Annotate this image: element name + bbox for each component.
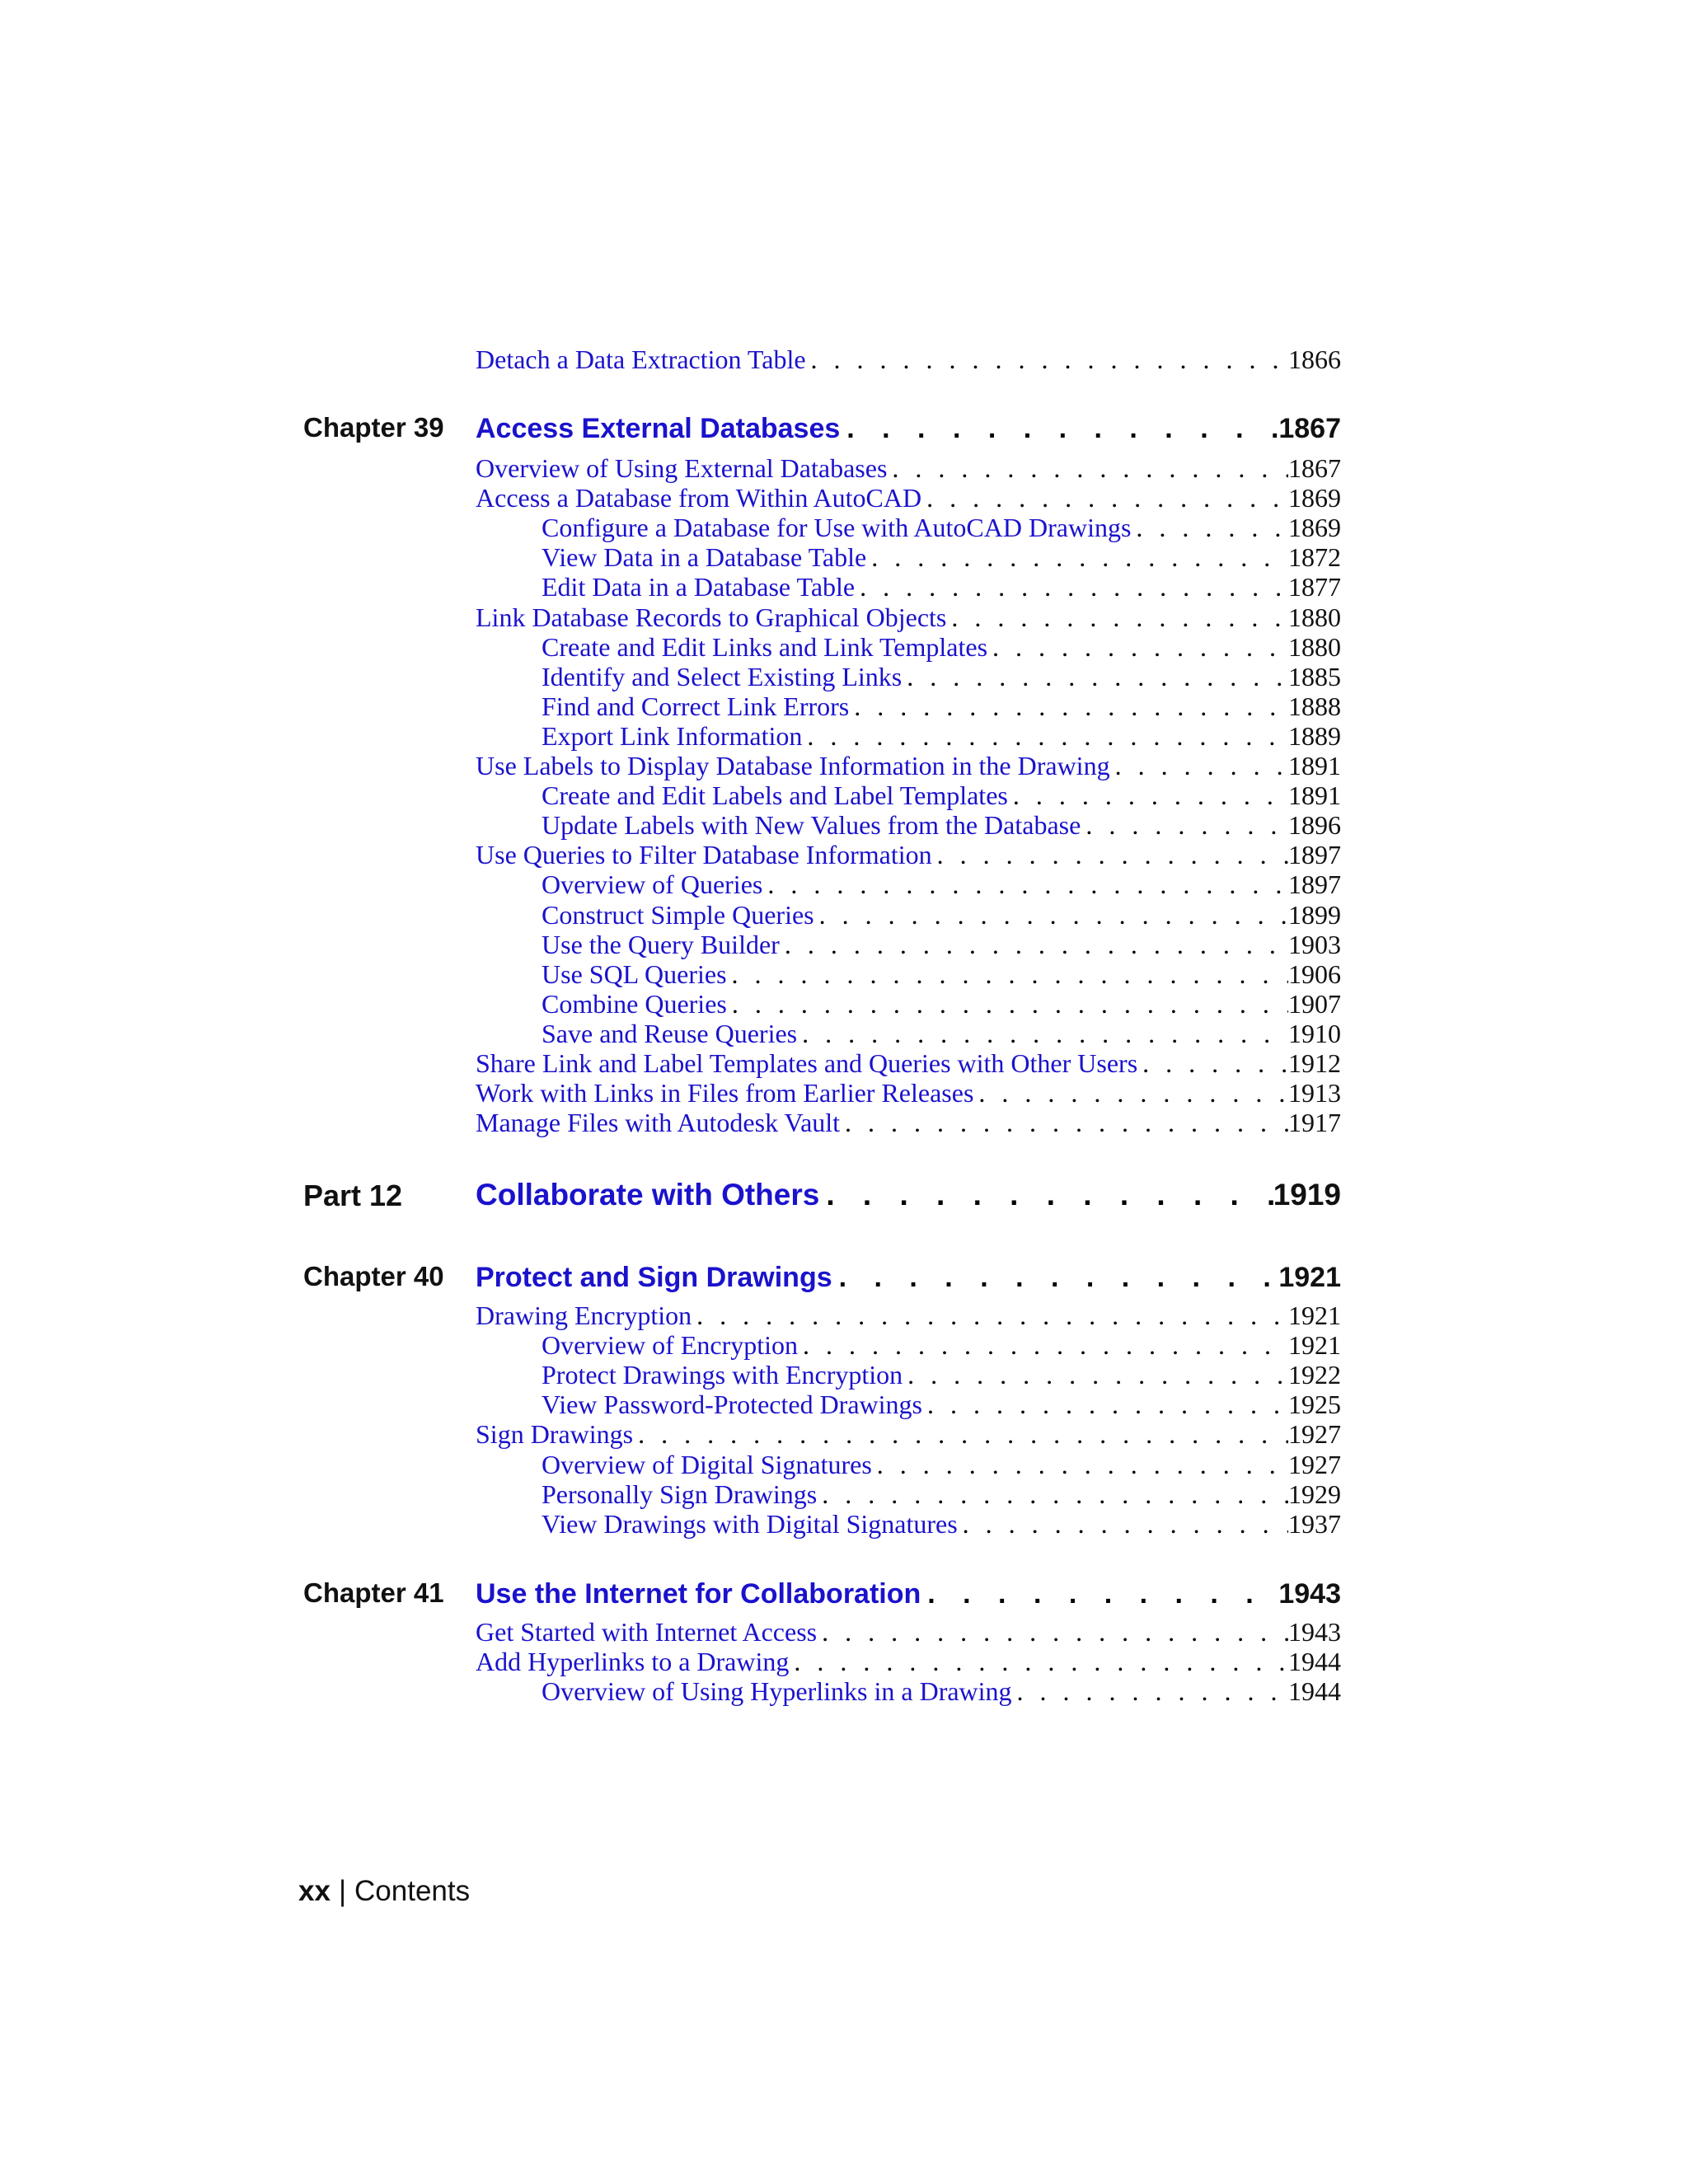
- dot-leader: [903, 1360, 1288, 1390]
- chapter-page: 1921: [1278, 1262, 1341, 1293]
- toc-entry-title[interactable]: Create and Edit Labels and Label Templates: [542, 780, 1008, 810]
- toc-entry[interactable]: [476, 1419, 1341, 1449]
- toc-entry-page: 1929: [1288, 1479, 1341, 1509]
- toc-entry-title[interactable]: Use the Query Builder: [542, 930, 780, 959]
- dot-leader: [1081, 810, 1288, 840]
- chapter-page: 1943: [1278, 1578, 1341, 1610]
- toc-entry-title[interactable]: Link Database Records to Graphical Objects: [476, 602, 947, 632]
- dot-leader: [1137, 1048, 1288, 1078]
- dot-leader: [832, 1259, 1279, 1296]
- dot-leader: [802, 721, 1288, 751]
- dot-leader: [1131, 513, 1288, 542]
- dot-leader: [840, 1108, 1288, 1137]
- toc-entry-title[interactable]: Overview of Using External Databases: [476, 453, 888, 483]
- footer-separator: |: [338, 1875, 347, 1907]
- dot-leader: [819, 1175, 1273, 1215]
- chapter-page: 1867: [1278, 413, 1341, 444]
- toc-subentry[interactable]: [542, 1390, 1341, 1419]
- toc-entry-page: 1937: [1288, 1509, 1341, 1539]
- toc-entry-title[interactable]: Drawing Encryption: [476, 1301, 692, 1330]
- chapter-title[interactable]: Protect and Sign Drawings: [476, 1262, 832, 1293]
- dot-leader: [1110, 751, 1288, 780]
- toc-entry-page: 1869: [1288, 483, 1341, 513]
- toc-subentry[interactable]: [542, 989, 1341, 1019]
- toc-entry-title[interactable]: Share Link and Label Templates and Queries with Other Users: [476, 1048, 1138, 1078]
- toc-entry-title[interactable]: Work with Links in Files from Earlier Releases: [476, 1078, 974, 1108]
- toc-entry-page: 1880: [1288, 632, 1341, 662]
- toc-entry-page: 1922: [1288, 1360, 1341, 1390]
- toc-entry-title[interactable]: Personally Sign Drawings: [542, 1479, 818, 1509]
- toc-subentry[interactable]: [542, 1360, 1341, 1390]
- toc-subentry[interactable]: [542, 542, 1341, 572]
- toc-entry[interactable]: [476, 453, 1341, 483]
- toc-entry-title[interactable]: Use Labels to Display Database Information in the Drawing: [476, 751, 1110, 780]
- dot-leader: [817, 1617, 1288, 1647]
- footer-section-title: Contents: [354, 1875, 471, 1907]
- toc-entry-title[interactable]: Update Labels with New Values from the Database: [542, 810, 1081, 840]
- toc-subentry[interactable]: [542, 721, 1341, 751]
- chapter-heading[interactable]: [476, 410, 1341, 447]
- toc-entry-title[interactable]: Access a Database from Within AutoCAD: [476, 483, 922, 513]
- toc-subentry[interactable]: [542, 869, 1341, 899]
- chapter-label: Chapter 41: [303, 1577, 444, 1608]
- toc-entry-page: 1867: [1288, 453, 1341, 483]
- toc-subentry[interactable]: [542, 1676, 1341, 1706]
- toc-entry-page: 1913: [1288, 1078, 1341, 1108]
- dot-leader: [762, 869, 1288, 899]
- dot-leader: [902, 662, 1288, 691]
- toc-entry-page: 1906: [1288, 959, 1341, 989]
- toc-subentry[interactable]: [542, 1450, 1341, 1479]
- toc-subentry[interactable]: [542, 1330, 1341, 1360]
- toc-entry[interactable]: [476, 840, 1341, 869]
- dot-leader: [932, 840, 1288, 869]
- toc-entry-page: 1944: [1288, 1647, 1341, 1676]
- dot-leader: [727, 989, 1288, 1019]
- dot-leader: [817, 1479, 1288, 1509]
- toc-entry-title[interactable]: Save and Reuse Queries: [542, 1019, 798, 1048]
- toc-entry-page: 1910: [1288, 1019, 1341, 1048]
- page-footer: [298, 1875, 470, 1908]
- toc-entry-page: 1891: [1288, 751, 1341, 780]
- toc-subentry[interactable]: [542, 810, 1341, 840]
- toc-entry-title[interactable]: Add Hyperlinks to a Drawing: [476, 1647, 790, 1676]
- toc-entry[interactable]: [476, 1301, 1341, 1330]
- chapter-heading[interactable]: [476, 1259, 1341, 1296]
- toc-entry-page: 1880: [1288, 602, 1341, 632]
- dot-leader: [789, 1647, 1288, 1676]
- toc-entry-title[interactable]: Overview of Using Hyperlinks in a Drawing: [542, 1676, 1012, 1706]
- chapter-title[interactable]: Use the Internet for Collaboration: [476, 1578, 921, 1610]
- toc-entry-page: 1907: [1288, 989, 1341, 1019]
- toc-subentry[interactable]: [542, 1479, 1341, 1509]
- dot-leader: [987, 632, 1288, 662]
- toc-entry-title[interactable]: Edit Data in a Database Table: [542, 572, 856, 602]
- part-page: 1919: [1273, 1178, 1341, 1212]
- toc-entry-page: 1891: [1288, 780, 1341, 810]
- toc-subentry[interactable]: [542, 1019, 1341, 1048]
- dot-leader: [1012, 1676, 1288, 1706]
- dot-leader: [692, 1301, 1288, 1330]
- toc-entry-page: 1927: [1288, 1450, 1341, 1479]
- toc-subentry[interactable]: [542, 632, 1341, 662]
- toc-entry-title[interactable]: Manage Files with Autodesk Vault: [476, 1108, 841, 1137]
- toc-entry-title[interactable]: Configure a Database for Use with AutoCAD Drawings: [542, 513, 1132, 542]
- dot-leader: [806, 344, 1288, 374]
- toc-entry[interactable]: [476, 1078, 1341, 1108]
- toc-entry-page: 1912: [1288, 1048, 1341, 1078]
- toc-entry-title[interactable]: View Password-Protected Drawings: [542, 1390, 922, 1419]
- chapter-label: Chapter 40: [303, 1261, 444, 1291]
- dot-leader: [958, 1509, 1288, 1539]
- dot-leader: [849, 691, 1288, 721]
- toc-entry-title[interactable]: Overview of Encryption: [542, 1330, 799, 1360]
- dot-leader: [872, 1450, 1288, 1479]
- part-heading[interactable]: [476, 1175, 1341, 1215]
- toc-entry-title[interactable]: Export Link Information: [542, 721, 803, 751]
- toc-subentry[interactable]: [542, 900, 1341, 930]
- toc-entry-title[interactable]: View Drawings with Digital Signatures: [542, 1509, 958, 1539]
- dot-leader: [921, 1576, 1278, 1612]
- part-title[interactable]: Collaborate with Others: [476, 1178, 820, 1212]
- toc-entry[interactable]: [476, 751, 1341, 780]
- toc-entry-page: 1888: [1288, 691, 1341, 721]
- footer-page-number: xx: [298, 1875, 331, 1907]
- toc-entry-title[interactable]: Combine Queries: [542, 989, 727, 1019]
- toc-entry-page: 1917: [1288, 1108, 1341, 1137]
- toc-entry[interactable]: [476, 1108, 1341, 1137]
- toc-subentry[interactable]: [542, 930, 1341, 959]
- toc-entry[interactable]: [476, 1647, 1341, 1676]
- chapter-title[interactable]: Access External Databases: [476, 413, 841, 444]
- toc-subentry[interactable]: [542, 662, 1341, 691]
- toc-entry-page: 1869: [1288, 513, 1341, 542]
- toc-subentry[interactable]: [542, 513, 1341, 542]
- toc-entry-title[interactable]: Construct Simple Queries: [542, 900, 814, 930]
- toc-entry-page: 1896: [1288, 810, 1341, 840]
- toc-entry-page: 1921: [1288, 1330, 1341, 1360]
- dot-leader: [922, 1390, 1288, 1419]
- toc-subentry[interactable]: [542, 572, 1341, 602]
- toc-entry-page: 1944: [1288, 1676, 1341, 1706]
- toc-entry-page: 1885: [1288, 662, 1341, 691]
- toc-entry-title[interactable]: Detach a Data Extraction Table: [476, 344, 806, 374]
- toc-entry-title[interactable]: Use Queries to Filter Database Information: [476, 840, 932, 869]
- toc-entry-page: 1897: [1288, 869, 1341, 899]
- dot-leader: [921, 483, 1288, 513]
- toc-entry-title[interactable]: View Data in a Database Table: [542, 542, 867, 572]
- chapter-heading[interactable]: [476, 1576, 1341, 1612]
- toc-entry-title[interactable]: Create and Edit Links and Link Templates: [542, 632, 988, 662]
- toc-entry-page: 1925: [1288, 1390, 1341, 1419]
- toc-entry-page: 1899: [1288, 900, 1341, 930]
- part-label: Part 12: [303, 1179, 403, 1212]
- toc-entry-page: 1897: [1288, 840, 1341, 869]
- dot-leader: [866, 542, 1288, 572]
- toc-entry[interactable]: [476, 344, 1341, 374]
- toc-entry-page: 1921: [1288, 1301, 1341, 1330]
- toc-subentry[interactable]: [542, 691, 1341, 721]
- toc-entry-title[interactable]: Get Started with Internet Access: [476, 1617, 818, 1647]
- dot-leader: [840, 410, 1278, 447]
- toc-entry-page: 1889: [1288, 721, 1341, 751]
- toc-entry-title[interactable]: Protect Drawings with Encryption: [542, 1360, 903, 1390]
- toc-entry-page: 1872: [1288, 542, 1341, 572]
- dot-leader: [780, 930, 1288, 959]
- toc-entry-title[interactable]: Sign Drawings: [476, 1419, 634, 1449]
- toc-entry-title[interactable]: Overview of Digital Signatures: [542, 1450, 872, 1479]
- toc-entry-page: 1943: [1288, 1617, 1341, 1647]
- toc-entry[interactable]: [476, 602, 1341, 632]
- toc-entry[interactable]: [476, 1617, 1341, 1647]
- dot-leader: [797, 1019, 1288, 1048]
- toc-entry-title[interactable]: Find and Correct Link Errors: [542, 691, 850, 721]
- toc-entry-page: 1903: [1288, 930, 1341, 959]
- dot-leader: [814, 900, 1288, 930]
- toc-entry-page: 1877: [1288, 572, 1341, 602]
- dot-leader: [887, 453, 1288, 483]
- toc-subentry[interactable]: [542, 780, 1341, 810]
- chapter-label: Chapter 39: [303, 412, 444, 443]
- dot-leader: [973, 1078, 1288, 1108]
- toc-entry-title[interactable]: Identify and Select Existing Links: [542, 662, 903, 691]
- toc-subentry[interactable]: [542, 1509, 1341, 1539]
- dot-leader: [633, 1419, 1288, 1449]
- dot-leader: [1008, 780, 1288, 810]
- dot-leader: [798, 1330, 1288, 1360]
- dot-leader: [855, 572, 1288, 602]
- toc-entry[interactable]: [476, 483, 1341, 513]
- toc-entry-title[interactable]: Use SQL Queries: [542, 959, 727, 989]
- toc-subentry[interactable]: [542, 959, 1341, 989]
- dot-leader: [946, 602, 1288, 632]
- toc-entry-title[interactable]: Overview of Queries: [542, 869, 763, 899]
- toc-entry-page: 1927: [1288, 1419, 1341, 1449]
- toc-entry[interactable]: [476, 1048, 1341, 1078]
- dot-leader: [727, 959, 1288, 989]
- toc-entry-page: 1866: [1288, 344, 1341, 374]
